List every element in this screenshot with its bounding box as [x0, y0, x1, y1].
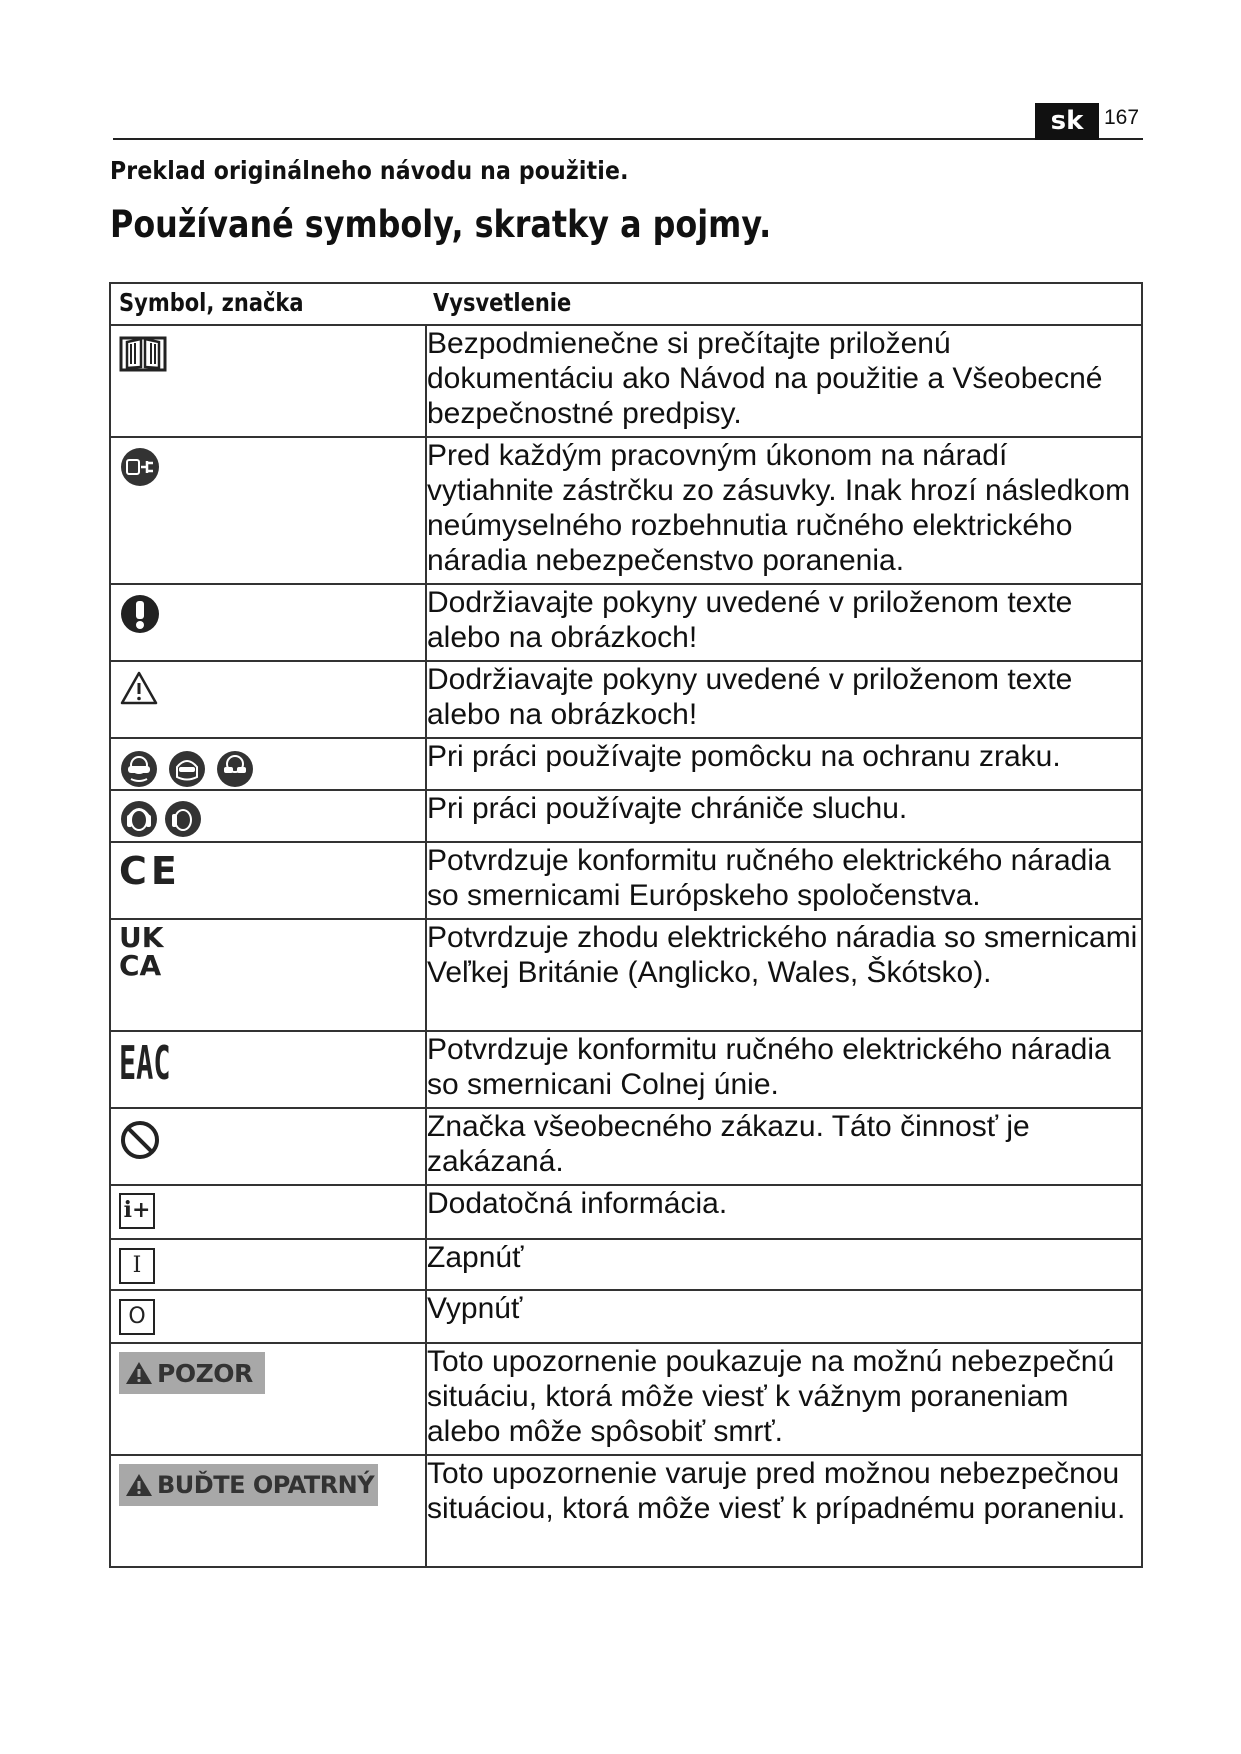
mandatory-exclamation-icon: [119, 593, 161, 635]
symbol-cell: [110, 1108, 426, 1185]
explanation-text: Pri práci používajte pomôcku na ochranu zraku.: [426, 738, 1142, 790]
header-rule: [113, 138, 1143, 140]
prohibition-icon: [119, 1119, 161, 1161]
explanation-text: Potvrdzuje konformitu ručného elektrického náradia so smernicami Európskeho spoločenstva.: [426, 842, 1142, 919]
explanation-text: Pred každým pracovným úkonom na náradí vytiahnite zástrčku zo zásuvky. Inak hrozí následkom neúmyselného rozbehnutia ručného elektrického náradia nebezpečenstvo poranenia.: [426, 437, 1142, 584]
explanation-text: Značka všeobecného zákazu. Táto činnosť je zakázaná.: [426, 1108, 1142, 1185]
power-on-icon: I: [119, 1248, 155, 1284]
symbol-cell: [110, 738, 426, 790]
symbol-cell: [110, 325, 426, 437]
careful-label-icon: [119, 1464, 378, 1506]
table-header-row: [110, 283, 1142, 325]
table-row: [110, 325, 1142, 437]
page-number: 167: [1104, 106, 1140, 129]
explanation-text: Dodržiavajte pokyny uvedené v priloženom texte alebo na obrázkoch!: [426, 661, 1142, 738]
symbol-cell: [110, 1185, 426, 1239]
symbol-cell: [110, 584, 426, 661]
table-row: [110, 437, 1142, 584]
symbol-cell: [110, 1290, 426, 1343]
caution-label-icon: [119, 1352, 265, 1394]
explanation-text: Dodatočná informácia.: [426, 1185, 1142, 1239]
table-row: [110, 790, 1142, 842]
column-header-symbol: Symbol, značka: [119, 288, 304, 317]
info-icon: i+: [119, 1193, 155, 1229]
symbol-cell: [110, 1343, 426, 1455]
ukca-line-2: CA: [119, 949, 162, 982]
goggles-icon: [119, 749, 159, 789]
warning-triangle-icon: [119, 670, 159, 706]
unplug-icon: [119, 446, 161, 488]
ear-muffs-icon: [119, 799, 159, 839]
table-row: [110, 661, 1142, 738]
symbol-cell: [110, 842, 426, 919]
explanation-text: Toto upozornenie poukazuje na možnú nebezpečnú situáciu, ktorá môže viesť k vážnym poraneniam alebo môže spôsobiť smrť.: [426, 1343, 1142, 1455]
eac-mark-icon: EAC: [119, 1036, 171, 1090]
explanation-text: Pri práci používajte chrániče sluchu.: [426, 790, 1142, 842]
symbol-cell: [110, 790, 426, 842]
explanation-text: Bezpodmienečne si prečítajte priloženú dokumentáciu ako Návod na použitie a Všeobecné bezpečnostné predpisy.: [426, 325, 1142, 437]
table-row: [110, 1343, 1142, 1455]
column-header-explanation: Vysvetlenie: [433, 288, 572, 317]
ukca-mark-icon: [119, 921, 164, 982]
table-row: [110, 1108, 1142, 1185]
explanation-text: Potvrdzuje zhodu elektrického náradia so smernicami Veľkej Británie (Anglicko, Wales, Škótsko).: [426, 919, 1142, 1031]
symbols-table: [109, 282, 1143, 1568]
table-row: [110, 1031, 1142, 1108]
ear-protection-icon: [163, 799, 203, 839]
power-off-icon: O: [119, 1299, 155, 1335]
warning-triangle-icon: [125, 1472, 153, 1498]
table-row: [110, 1185, 1142, 1239]
table-row: [110, 1290, 1142, 1343]
language-badge: sk: [1035, 103, 1099, 140]
explanation-text: Dodržiavajte pokyny uvedené v priloženom texte alebo na obrázkoch!: [426, 584, 1142, 661]
table-header: [110, 283, 1142, 325]
symbol-cell: [110, 1031, 426, 1108]
table-row: [110, 1455, 1142, 1567]
subtitle: Preklad originálneho návodu na použitie.: [110, 156, 629, 185]
ukca-line-1: UK: [119, 921, 164, 954]
hearing-protection-icons: [119, 799, 203, 839]
explanation-text: Toto upozornenie varuje pred možnou nebezpečnou situáciou, ktorá môže viesť k prípadnému poraneniu.: [426, 1455, 1142, 1567]
table-row: [110, 1239, 1142, 1290]
table-row: [110, 919, 1142, 1031]
symbol-cell: [110, 661, 426, 738]
safety-glasses-icon: [215, 749, 255, 789]
table-row: [110, 584, 1142, 661]
face-shield-icon: [167, 749, 207, 789]
table-row: [110, 842, 1142, 919]
caution-label-text: POZOR: [157, 1358, 253, 1388]
careful-label-text: BUĎTE OPATRNÝ: [157, 1471, 375, 1499]
explanation-text: Vypnúť: [426, 1290, 1142, 1343]
ce-mark-icon: CE: [119, 849, 181, 893]
eye-protection-icons: [119, 749, 255, 789]
symbol-cell: [110, 919, 426, 1031]
symbol-cell: [110, 1455, 426, 1567]
symbol-cell: [110, 1239, 426, 1290]
explanation-text: Potvrdzuje konformitu ručného elektrického náradia so smernicani Colnej únie.: [426, 1031, 1142, 1108]
table-row: [110, 738, 1142, 790]
warning-triangle-icon: [125, 1360, 153, 1386]
manual-book-icon: [119, 334, 167, 374]
symbol-cell: [110, 437, 426, 584]
explanation-text: Zapnúť: [426, 1239, 1142, 1290]
page-title: Používané symboly, skratky a pojmy.: [110, 203, 772, 246]
